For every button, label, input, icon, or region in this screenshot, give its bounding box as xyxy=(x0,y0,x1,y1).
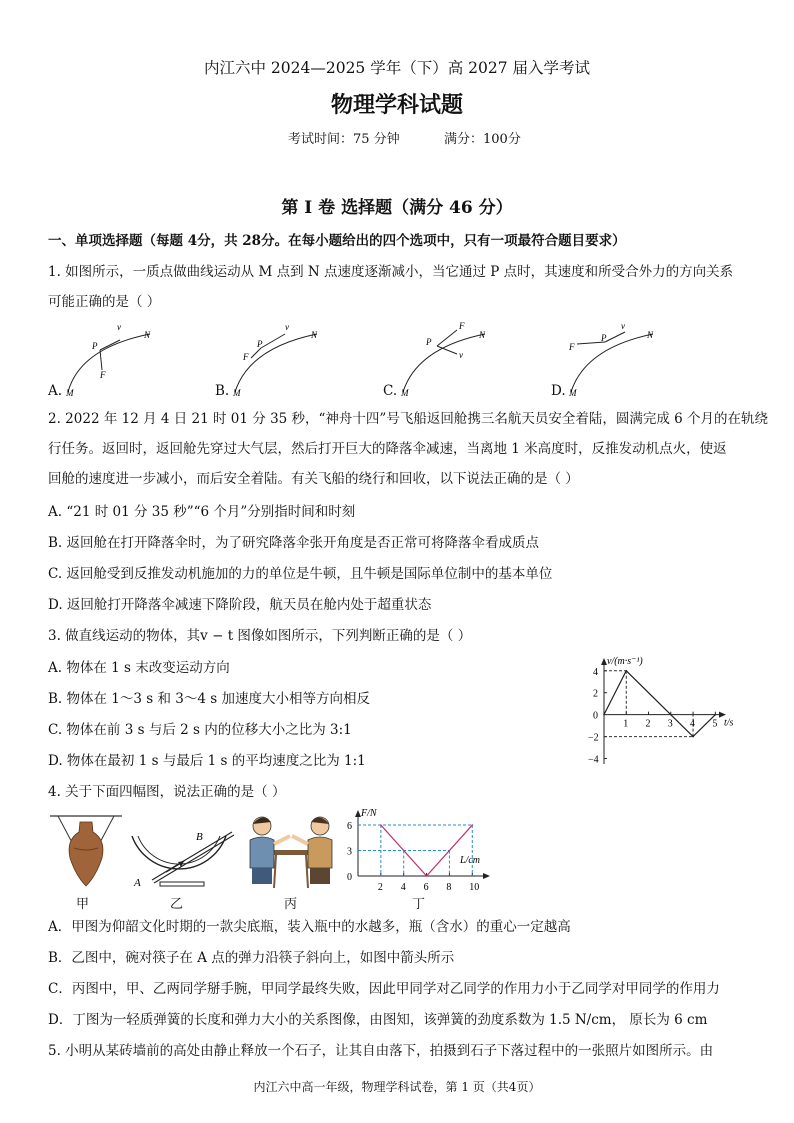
data-point xyxy=(692,736,694,738)
label-n: N xyxy=(647,330,654,340)
x-tick-label: 3 xyxy=(667,718,673,730)
q2-option-d: D. 返回舱打开降落伞减速下降阶段，航天员在舱内处于超重状态 xyxy=(48,597,432,613)
x-tick-label: 10 xyxy=(469,882,480,893)
x-axis-arrow xyxy=(483,873,490,879)
label-p: P xyxy=(601,333,607,343)
section-title: 第 I 卷 选择题（满分 46 分） xyxy=(281,198,513,218)
data-point xyxy=(715,714,717,716)
q1-figure-a xyxy=(60,320,170,398)
exam-time: 考试时间：75 分钟 xyxy=(288,132,400,147)
q2-line2: 行任务。返回时，返回舱先穿过大气层，然后打开巨大的降落伞减速，当离地 1 米高度时，反推发动机点火，使返 xyxy=(48,441,727,457)
label-f: F xyxy=(243,352,249,362)
q4-option-b: B．乙图中，碗对筷子在 A 点的弹力沿筷子斜向上，如图中箭头所示 xyxy=(48,950,455,966)
data-point xyxy=(380,824,382,826)
data-point xyxy=(426,875,428,877)
q5-line1: 5. 小明从某砖墙前的高处由静止释放一个石子，让其自由落下，拍摄到石子下落过程中的一张照片如图所示。由 xyxy=(48,1043,714,1059)
x-axis-label: L/cm xyxy=(460,855,480,866)
label-m: M xyxy=(233,388,241,398)
pointed-bottle-figure xyxy=(46,812,126,888)
q3-option-a: A. 物体在 1 s 末改变运动方向 xyxy=(48,660,230,676)
x-tick-label: 4 xyxy=(400,882,406,893)
y-tick-label: 2 xyxy=(593,688,598,700)
q3-option-c: C. 物体在前 3 s 与后 2 s 内的位移大小之比为 3:1 xyxy=(48,722,352,738)
label-m: M xyxy=(401,388,409,398)
x-tick-label: 6 xyxy=(423,882,429,893)
caption-yi: 乙 xyxy=(170,897,184,912)
label-n: N xyxy=(311,330,318,340)
label-b: B xyxy=(196,831,203,843)
label-f: F xyxy=(100,370,106,380)
arm-wrestling-figure xyxy=(244,810,338,890)
label-f: F xyxy=(569,342,575,352)
y-tick-label: 6 xyxy=(347,821,352,833)
label-m: M xyxy=(569,388,577,398)
q2-option-a: A. “21 时 01 分 35 秒”“6 个月”分别指时间和时刻 xyxy=(48,504,356,520)
q1-figure-c xyxy=(395,320,505,398)
label-v: v xyxy=(285,322,289,332)
q2-line3: 回舱的速度进一步减小，而后安全着陆。有关飞船的绕行和回收，以下说法正确的是（ ） xyxy=(48,471,579,487)
q2-line1: 2. 2022 年 12 月 4 日 21 时 01 分 35 秒，“神舟十四”号飞船返回舱携三名航天员安全着陆，圆满完成 6 个月的在轨绕 xyxy=(48,411,769,427)
x-tick-label: 2 xyxy=(377,882,383,893)
y-tick-label: 4 xyxy=(593,666,598,678)
y-tick-label: −2 xyxy=(588,732,599,744)
data-point xyxy=(625,670,627,672)
y-tick-label: 0 xyxy=(347,872,352,883)
q1-line2: 可能正确的是（ ） xyxy=(48,294,161,310)
x-tick-label: 8 xyxy=(446,882,452,893)
data-point xyxy=(603,714,605,716)
caption-ding: 丁 xyxy=(412,897,426,912)
x-tick-label: 5 xyxy=(712,718,718,730)
page-footer: 内江六中高一年级，物理学科试卷，第 1 页（共4页） xyxy=(253,1080,541,1094)
label-p: P xyxy=(92,341,98,351)
label-v: v xyxy=(117,322,121,332)
y-tick-label: 3 xyxy=(347,846,352,858)
q1-figure-d xyxy=(563,320,673,398)
q4-stem: 4. 关于下面四幅图，说法正确的是（ ） xyxy=(48,784,286,800)
q1-option-a: A. xyxy=(48,383,63,399)
full-score: 满分：100分 xyxy=(444,132,521,147)
data-point xyxy=(670,714,672,716)
q2-option-c: C. 返回舱受到反推发动机施加的力的单位是牛顿，且牛顿是国际单位制中的基本单位 xyxy=(48,566,553,582)
bowl-chopstick-figure xyxy=(126,822,238,892)
q1-line1: 1. 如图所示，一质点做曲线运动从 M 点到 N 点速度逐渐减小，当它通过 P 点时，其速度和所受合外力的方向关系 xyxy=(48,264,734,280)
q3-option-b: B. 物体在 1～3 s 和 3～4 s 加速度大小相等方向相反 xyxy=(48,691,370,707)
x-tick-label: 4 xyxy=(690,718,696,730)
label-m: M xyxy=(66,388,74,398)
data-point xyxy=(471,824,473,826)
x-axis-label: t/s xyxy=(724,717,734,729)
y-axis-label: v/(m·s⁻¹) xyxy=(607,656,643,667)
q4-option-c: C．丙图中，甲、乙两同学掰手腕，甲同学最终失败，因此甲同学对乙同学的作用力小于乙同学对甲同学的作用力 xyxy=(48,981,720,997)
q3-option-d: D. 物体在最初 1 s 与最后 1 s 的平均速度之比为 1:1 xyxy=(48,753,366,769)
x-tick-label: 1 xyxy=(623,718,629,730)
label-v: v xyxy=(621,321,625,331)
y-tick-label: 0 xyxy=(593,710,598,722)
y-axis-label: F/N xyxy=(361,808,377,819)
series-line xyxy=(604,671,718,737)
q2-option-b: B. 返回舱在打开降落伞时，为了研究降落伞张开角度是否正常可将降落伞看成质点 xyxy=(48,535,540,551)
spring-fl-chart xyxy=(340,808,510,900)
q1-option-d: D. xyxy=(551,383,566,399)
page-title: 物理学科试题 xyxy=(330,92,463,118)
label-v: v xyxy=(459,350,463,360)
q4-option-a: A．甲图为仰韶文化时期的一款尖底瓶，装入瓶中的水越多，瓶（含水）的重心一定越高 xyxy=(48,919,571,935)
q1-option-b: B. xyxy=(215,383,230,399)
label-p: P xyxy=(257,339,263,349)
y-tick-label: −4 xyxy=(588,754,599,766)
label-f: F xyxy=(459,321,465,331)
q3-stem: 3. 做直线运动的物体，其v − t 图像如图所示，下列判断正确的是（ ） xyxy=(48,628,472,644)
label-n: N xyxy=(479,330,486,340)
vt-chart xyxy=(578,652,748,772)
part-title: 一、单项选择题（每题 4分，共 28分。在每小题给出的四个选项中，只有一项最符合题目要求） xyxy=(48,233,626,249)
x-tick-label: 2 xyxy=(645,718,651,730)
exam-header: 内江六中 2024—2025 学年（下）高 2027 届入学考试 xyxy=(203,59,591,77)
caption-jia: 甲 xyxy=(76,897,90,912)
label-n: N xyxy=(144,330,151,340)
caption-bing: 丙 xyxy=(284,897,298,912)
q4-option-d: D．丁图为一轻质弹簧的长度和弹力大小的关系图像，由图知，该弹簧的劲度系数为 1.5 N/cm， 原长为 6 cm xyxy=(48,1012,708,1028)
label-a: A xyxy=(134,877,141,889)
q1-figure-b xyxy=(227,320,337,398)
q1-option-c: C. xyxy=(383,383,398,399)
label-p: P xyxy=(426,337,432,347)
